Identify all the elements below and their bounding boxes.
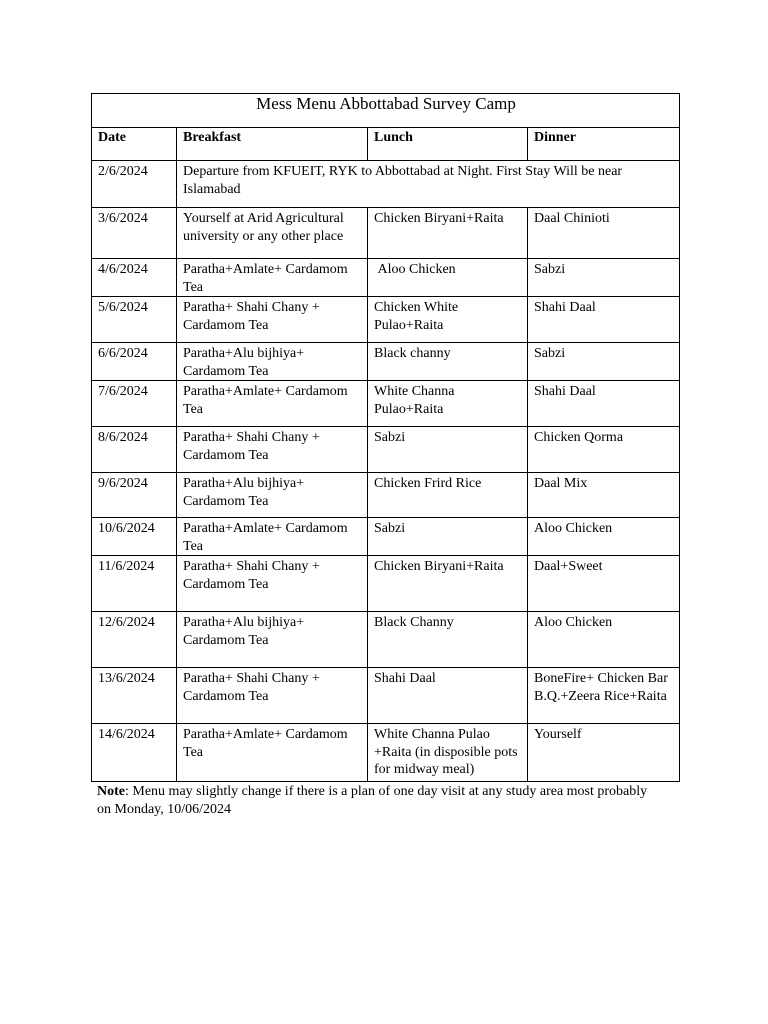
dinner-cell: Aloo Chicken — [528, 612, 680, 668]
breakfast-cell: Paratha+Alu bijhiya+ Cardamom Tea — [177, 473, 368, 518]
note-label: Note — [97, 784, 125, 799]
lunch-cell: White Channa Pulao +Raita (in disposible pots for midway meal) — [368, 724, 528, 782]
lunch-cell: Chicken Frird Rice — [368, 473, 528, 518]
breakfast-cell: Paratha+ Shahi Chany + Cardamom Tea — [177, 297, 368, 343]
menu-row — [92, 518, 680, 556]
lunch-cell: Shahi Daal — [368, 668, 528, 724]
menu-title: Mess Menu Abbottabad Survey Camp — [92, 94, 680, 128]
menu-row — [92, 343, 680, 381]
date-cell: 5/6/2024 — [92, 297, 177, 343]
menu-row — [92, 612, 680, 668]
breakfast-cell: Paratha+Alu bijhiya+ Cardamom Tea — [177, 343, 368, 381]
note-text: : Menu may slightly change if there is a plan of one day visit at any study area most probably on Monday, 10/06/2024 — [97, 784, 648, 817]
lunch-cell: Chicken Biryani+Raita — [368, 556, 528, 612]
lunch-cell: Chicken Biryani+Raita — [368, 208, 528, 259]
dinner-cell: BoneFire+ Chicken Bar B.Q.+Zeera Rice+Raita — [528, 668, 680, 724]
dinner-cell: Aloo Chicken — [528, 518, 680, 556]
breakfast-cell: Paratha+Amlate+ Cardamom Tea — [177, 724, 368, 782]
menu-document — [91, 93, 679, 819]
menu-row — [92, 668, 680, 724]
header-date: Date — [92, 128, 177, 161]
breakfast-cell: Paratha+ Shahi Chany + Cardamom Tea — [177, 668, 368, 724]
dinner-cell: Sabzi — [528, 343, 680, 381]
date-cell: 8/6/2024 — [92, 427, 177, 473]
date-cell: 7/6/2024 — [92, 381, 177, 427]
breakfast-cell: Paratha+Amlate+ Cardamom Tea — [177, 259, 368, 297]
dinner-cell: Daal+Sweet — [528, 556, 680, 612]
dinner-cell: Yourself — [528, 724, 680, 782]
menu-row — [92, 556, 680, 612]
menu-row — [92, 381, 680, 427]
lunch-cell: Black Channy — [368, 612, 528, 668]
dinner-cell: Sabzi — [528, 259, 680, 297]
date-cell: 14/6/2024 — [92, 724, 177, 782]
lunch-cell: Aloo Chicken — [368, 259, 528, 297]
title-row — [92, 94, 680, 128]
header-breakfast: Breakfast — [177, 128, 368, 161]
lunch-cell: Sabzi — [368, 518, 528, 556]
breakfast-cell: Paratha+Amlate+ Cardamom Tea — [177, 381, 368, 427]
menu-row — [92, 473, 680, 518]
date-cell: 4/6/2024 — [92, 259, 177, 297]
dinner-cell: Shahi Daal — [528, 381, 680, 427]
breakfast-cell: Paratha+ Shahi Chany + Cardamom Tea — [177, 556, 368, 612]
menu-row — [92, 208, 680, 259]
lunch-cell: Black channy — [368, 343, 528, 381]
breakfast-cell: Paratha+Amlate+ Cardamom Tea — [177, 518, 368, 556]
breakfast-cell: Paratha+Alu bijhiya+ Cardamom Tea — [177, 612, 368, 668]
date-cell: 12/6/2024 — [92, 612, 177, 668]
header-dinner: Dinner — [528, 128, 680, 161]
menu-note — [91, 783, 657, 819]
departure-date: 2/6/2024 — [92, 161, 177, 208]
date-cell: 11/6/2024 — [92, 556, 177, 612]
date-cell: 13/6/2024 — [92, 668, 177, 724]
date-cell: 10/6/2024 — [92, 518, 177, 556]
breakfast-cell: Paratha+ Shahi Chany + Cardamom Tea — [177, 427, 368, 473]
breakfast-cell: Yourself at Arid Agricultural university or any other place — [177, 208, 368, 259]
dinner-cell: Daal Mix — [528, 473, 680, 518]
lunch-cell: White Channa Pulao+Raita — [368, 381, 528, 427]
header-lunch: Lunch — [368, 128, 528, 161]
departure-text: Departure from KFUEIT, RYK to Abbottabad at Night. First Stay Will be near Islamabad — [177, 161, 680, 208]
date-cell: 3/6/2024 — [92, 208, 177, 259]
dinner-cell: Daal Chinioti — [528, 208, 680, 259]
date-cell: 9/6/2024 — [92, 473, 177, 518]
dinner-cell: Chicken Qorma — [528, 427, 680, 473]
date-cell: 6/6/2024 — [92, 343, 177, 381]
lunch-cell: Sabzi — [368, 427, 528, 473]
menu-row — [92, 427, 680, 473]
menu-row — [92, 259, 680, 297]
menu-table — [91, 93, 680, 782]
menu-row — [92, 724, 680, 782]
header-row — [92, 128, 680, 161]
departure-row — [92, 161, 680, 208]
menu-row — [92, 297, 680, 343]
dinner-cell: Shahi Daal — [528, 297, 680, 343]
lunch-cell: Chicken White Pulao+Raita — [368, 297, 528, 343]
